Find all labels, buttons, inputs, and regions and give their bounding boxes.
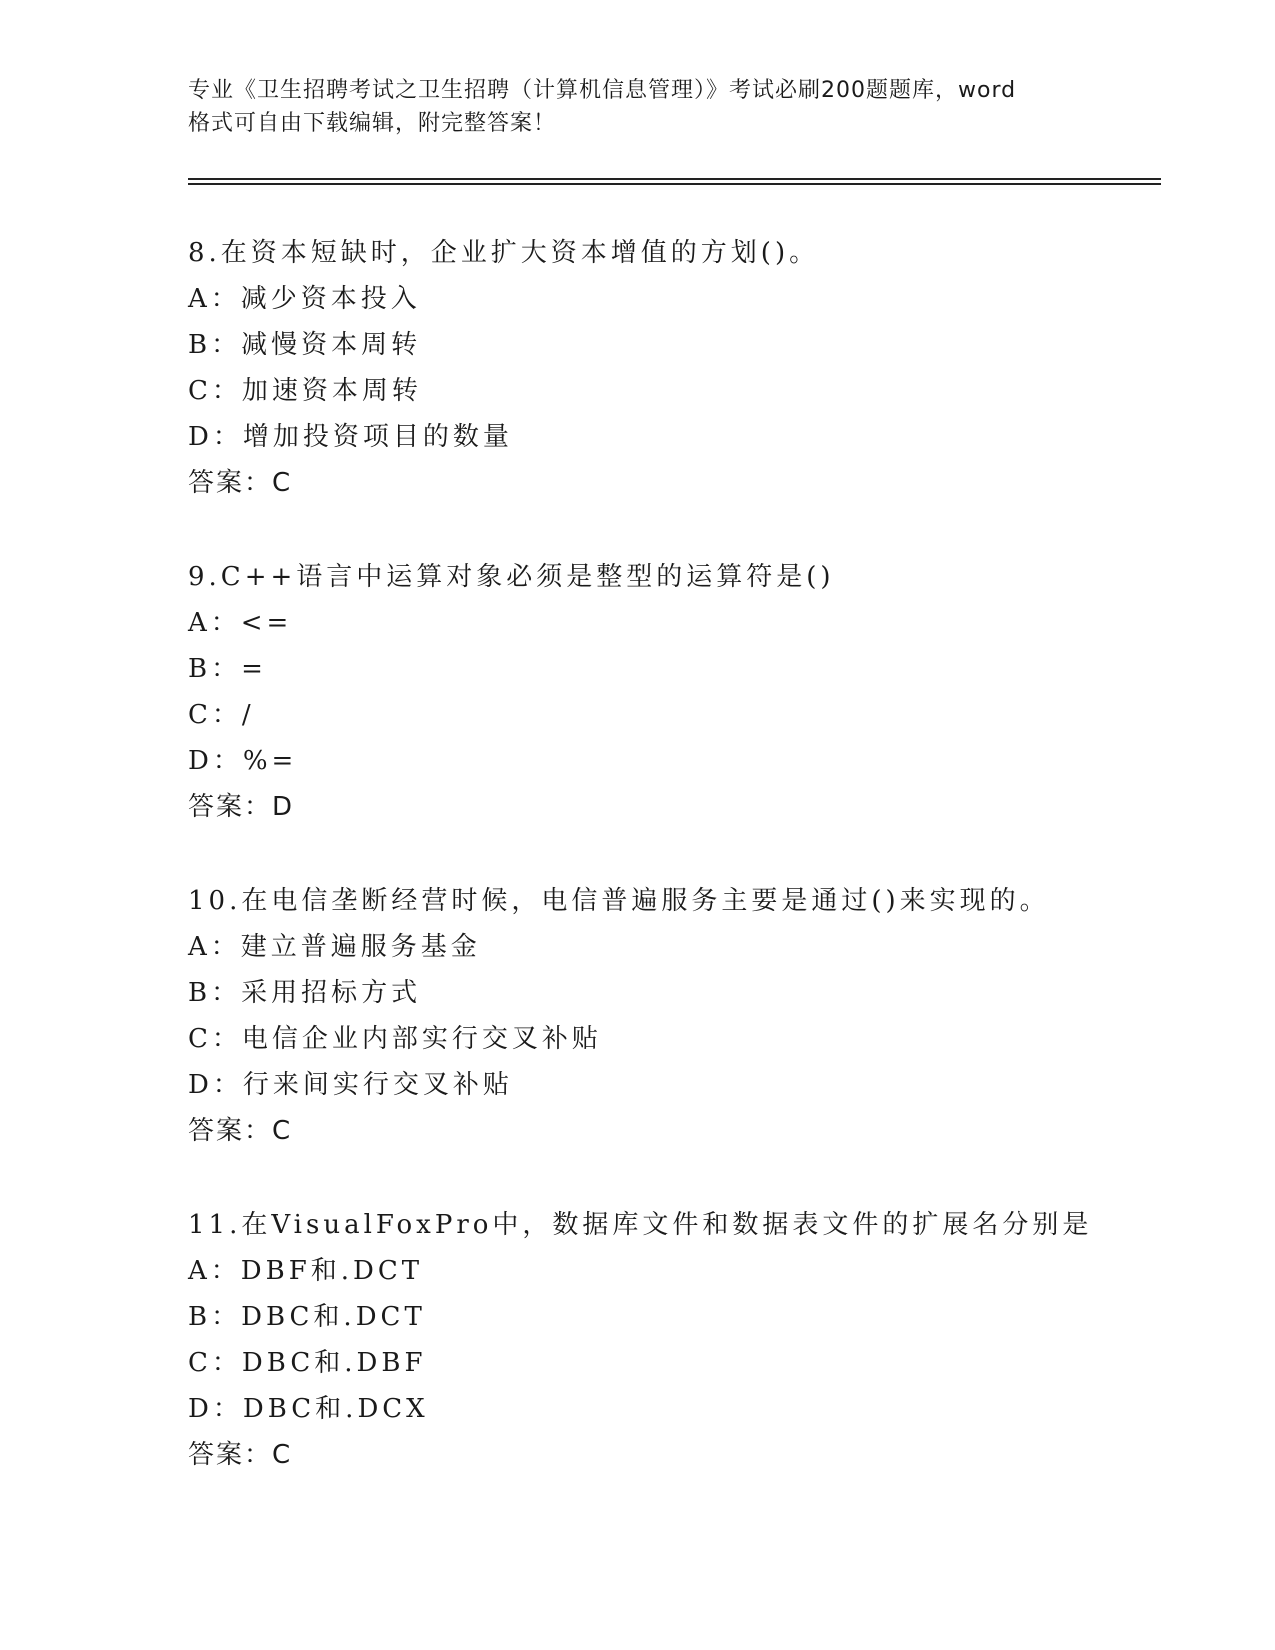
- option-c: C：DBC和.DBF: [188, 1348, 427, 1378]
- header-line-2: 格式可自由下载编辑，附完整答案！: [188, 111, 557, 136]
- option-d: D：DBC和.DCX: [188, 1394, 429, 1424]
- document-header: [188, 74, 1088, 140]
- answer-line: 答案：D: [188, 792, 295, 822]
- answer-line: 答案：C: [188, 1440, 293, 1470]
- question-11: [188, 1202, 1148, 1478]
- question-8: [188, 230, 1148, 506]
- option-a: A：减少资本投入: [188, 284, 421, 314]
- option-d: D：%=: [188, 746, 298, 776]
- header-divider-bottom: [188, 183, 1161, 185]
- option-d: D：行来间实行交叉补贴: [188, 1070, 513, 1100]
- option-a: A：<=: [188, 608, 293, 638]
- question-10: [188, 878, 1148, 1154]
- question-9: [188, 554, 1148, 830]
- option-b: B：DBC和.DCT: [188, 1302, 426, 1332]
- option-d: D：增加投资项目的数量: [188, 422, 513, 452]
- option-a: A：建立普遍服务基金: [188, 932, 481, 962]
- header-divider-top: [188, 178, 1161, 180]
- header-line-1: 专业《卫生招聘考试之卫生招聘（计算机信息管理）》考试必刷200题题库，word: [188, 78, 1017, 103]
- option-c: C：电信企业内部实行交叉补贴: [188, 1024, 602, 1054]
- answer-line: 答案：C: [188, 468, 293, 498]
- question-stem: 10.在电信垄断经营时候，电信普遍服务主要是通过()来实现的。: [188, 886, 1050, 916]
- question-stem: 9.C++语言中运算对象必须是整型的运算符是(): [188, 562, 835, 592]
- option-b: B：采用招标方式: [188, 978, 422, 1008]
- option-b: B：=: [188, 654, 267, 684]
- option-c: C：加速资本周转: [188, 376, 422, 406]
- question-stem: 11.在VisualFoxPro中，数据库文件和数据表文件的扩展名分别是: [188, 1210, 1093, 1240]
- question-stem: 8.在资本短缺时，企业扩大资本增值的方划()。: [188, 238, 820, 268]
- option-b: B：减慢资本周转: [188, 330, 422, 360]
- answer-line: 答案：C: [188, 1116, 293, 1146]
- option-c: C：/: [188, 700, 255, 730]
- question-list: [188, 230, 1148, 1526]
- option-a: A：DBF和.DCT: [188, 1256, 424, 1286]
